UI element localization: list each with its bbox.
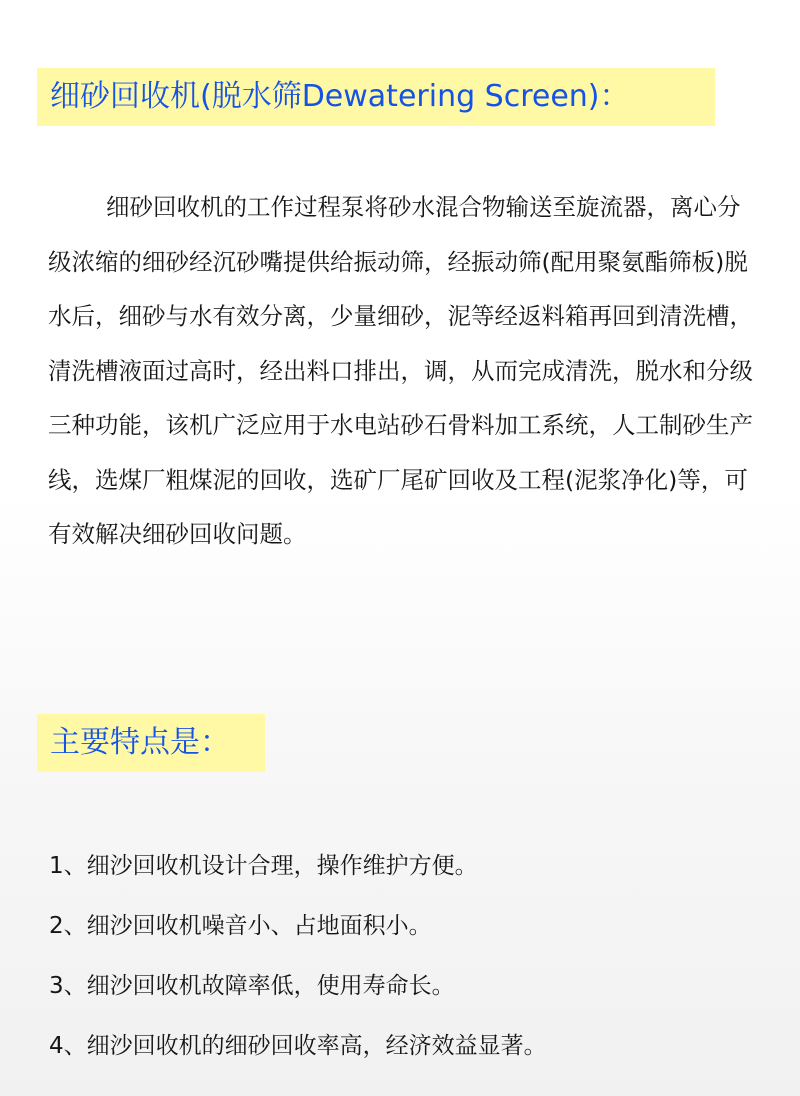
- feature-item-3: 3、细沙回收机故障率低，使用寿命长。: [49, 973, 455, 999]
- feature-item-4: 4、细沙回收机的细砂回收率高，经济效益显著。: [49, 1033, 547, 1059]
- feature-item-1: 1、细沙回收机设计合理，操作维护方便。: [49, 853, 478, 879]
- description-paragraph: 细砂回收机的工作过程泵将砂水混合物输送至旋流器，离心分级浓缩的细砂经沉砂嘴提供给振动筛，经振动筛(配用聚氨酯筛板)脱水后，细砂与水有效分离，少量细砂，泥等经返料箱再回到清洗槽，清洗槽液面过高时，经出料口排出，调，从而完成清洗，脱水和分级三种功能，该机广泛应用于水电站砂石骨料加工系统，人工制砂生产线，选煤厂粗煤泥的回收，选矿厂尾矿回收及工程(泥浆净化)等，可有效解决细砂回收问题。: [48, 193, 753, 548]
- section-heading-fine-sand-recovery: 细砂回收机(脱水筛Dewatering Screen)：: [37, 68, 715, 126]
- section-heading-main-features: 主要特点是：: [37, 714, 265, 772]
- features-list: [49, 836, 749, 1076]
- feature-item-2: 2、细沙回收机噪音小、占地面积小。: [49, 913, 432, 939]
